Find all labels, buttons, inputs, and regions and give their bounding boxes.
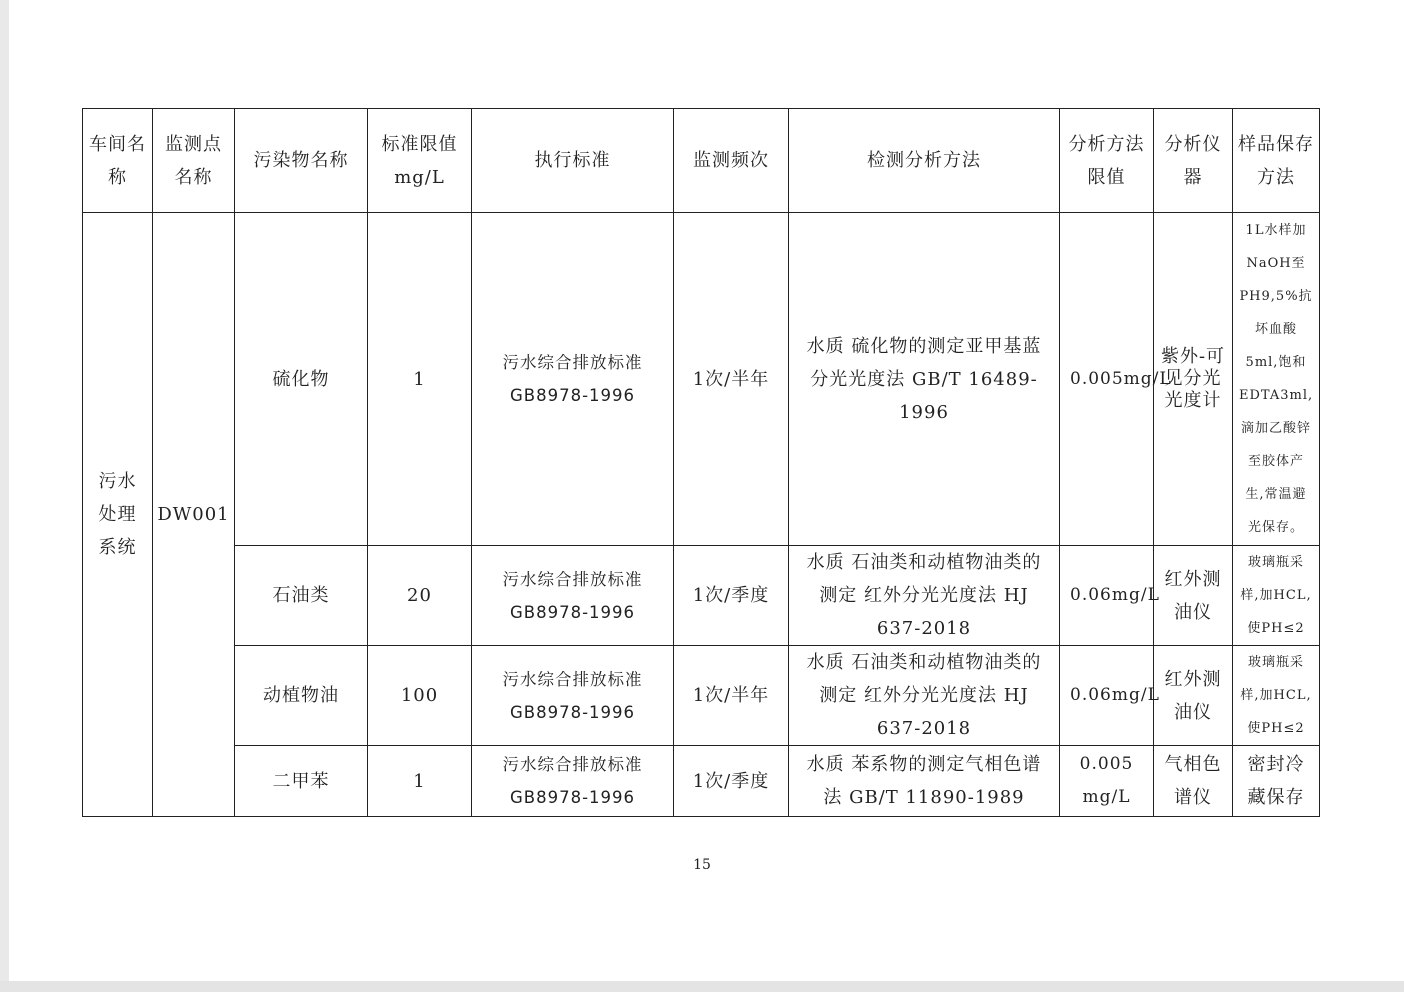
frequency-cell: 1次/半年 [674, 213, 789, 546]
method-cell: 水质 石油类和动植物油类的测定 红外分光光度法 HJ 637-2018 [789, 546, 1060, 646]
preservation-cell: 玻璃瓶采样,加HCL,使PH≤2 [1233, 646, 1320, 746]
standard-name: 污水综合排放标准 [502, 569, 643, 589]
method-limit-cell: 0.005mg/L [1060, 213, 1154, 546]
method-cell: 水质 石油类和动植物油类的测定 红外分光光度法 HJ 637-2018 [789, 646, 1060, 746]
header-method: 检测分析方法 [789, 109, 1060, 213]
instrument-cell: 红外测油仪 [1154, 646, 1233, 746]
frequency-cell: 1次/季度 [674, 746, 789, 817]
instrument-cell: 紫外-可见分光光度计 [1154, 213, 1233, 546]
limit-cell: 20 [368, 546, 472, 646]
limit-cell: 100 [368, 646, 472, 746]
header-pollutant: 污染物名称 [235, 109, 368, 213]
header-workshop: 车间名称 [83, 109, 153, 213]
standard-cell [472, 746, 674, 817]
pollutant-cell: 动植物油 [235, 646, 368, 746]
table-row [83, 213, 1320, 546]
header-standard: 执行标准 [472, 109, 674, 213]
method-cell: 水质 硫化物的测定亚甲基蓝分光光度法 GB/T 16489-1996 [789, 213, 1060, 546]
standard-code: GB8978-1996 [509, 602, 636, 622]
instrument-cell: 气相色谱仪 [1154, 746, 1233, 817]
header-method-limit: 分析方法限值 [1060, 109, 1154, 213]
table-row [83, 546, 1320, 646]
limit-cell: 1 [368, 213, 472, 546]
scan-edge-left [0, 0, 9, 992]
table-row [83, 746, 1320, 817]
method-limit-cell: 0.005 mg/L [1060, 746, 1154, 817]
table-row [83, 646, 1320, 746]
frequency-cell: 1次/半年 [674, 646, 789, 746]
method-limit-cell: 0.06mg/L [1060, 546, 1154, 646]
monitoring-point-cell: DW001 [153, 213, 235, 817]
preservation-cell: 密封冷藏保存 [1233, 746, 1320, 817]
pollutant-cell: 二甲苯 [235, 746, 368, 817]
pollutant-cell: 硫化物 [235, 213, 368, 546]
pollutant-cell: 石油类 [235, 546, 368, 646]
header-preservation: 样品保存方法 [1233, 109, 1320, 213]
standard-cell [472, 646, 674, 746]
standard-cell [472, 546, 674, 646]
limit-cell: 1 [368, 746, 472, 817]
scan-edge-bottom [0, 981, 1404, 992]
header-row [83, 109, 1320, 213]
preservation-cell: 1L水样加NaOH至PH9,5%抗坏血酸5ml,饱和EDTA3ml,滴加乙酸锌至胶体产生,常温避光保存。 [1233, 213, 1320, 546]
header-limit: 标准限值mg/L [368, 109, 472, 213]
page-number: 15 [693, 857, 711, 873]
standard-name: 污水综合排放标准 [502, 353, 643, 372]
monitoring-table [82, 108, 1320, 817]
standard-name: 污水综合排放标准 [502, 669, 643, 689]
standard-code: GB8978-1996 [509, 386, 636, 405]
standard-name: 污水综合排放标准 [502, 755, 643, 774]
header-monitoring-point: 监测点名称 [153, 109, 235, 213]
header-instrument: 分析仪器 [1154, 109, 1233, 213]
standard-cell [472, 213, 674, 546]
instrument-cell: 红外测油仪 [1154, 546, 1233, 646]
frequency-cell: 1次/季度 [674, 546, 789, 646]
workshop-cell: 污水处理系统 [83, 213, 153, 817]
method-limit-cell: 0.06mg/L [1060, 646, 1154, 746]
preservation-cell: 玻璃瓶采样,加HCL,使PH≤2 [1233, 546, 1320, 646]
method-cell: 水质 苯系物的测定气相色谱法 GB/T 11890-1989 [789, 746, 1060, 817]
standard-code: GB8978-1996 [509, 788, 636, 807]
standard-code: GB8978-1996 [509, 702, 636, 722]
header-frequency: 监测频次 [674, 109, 789, 213]
